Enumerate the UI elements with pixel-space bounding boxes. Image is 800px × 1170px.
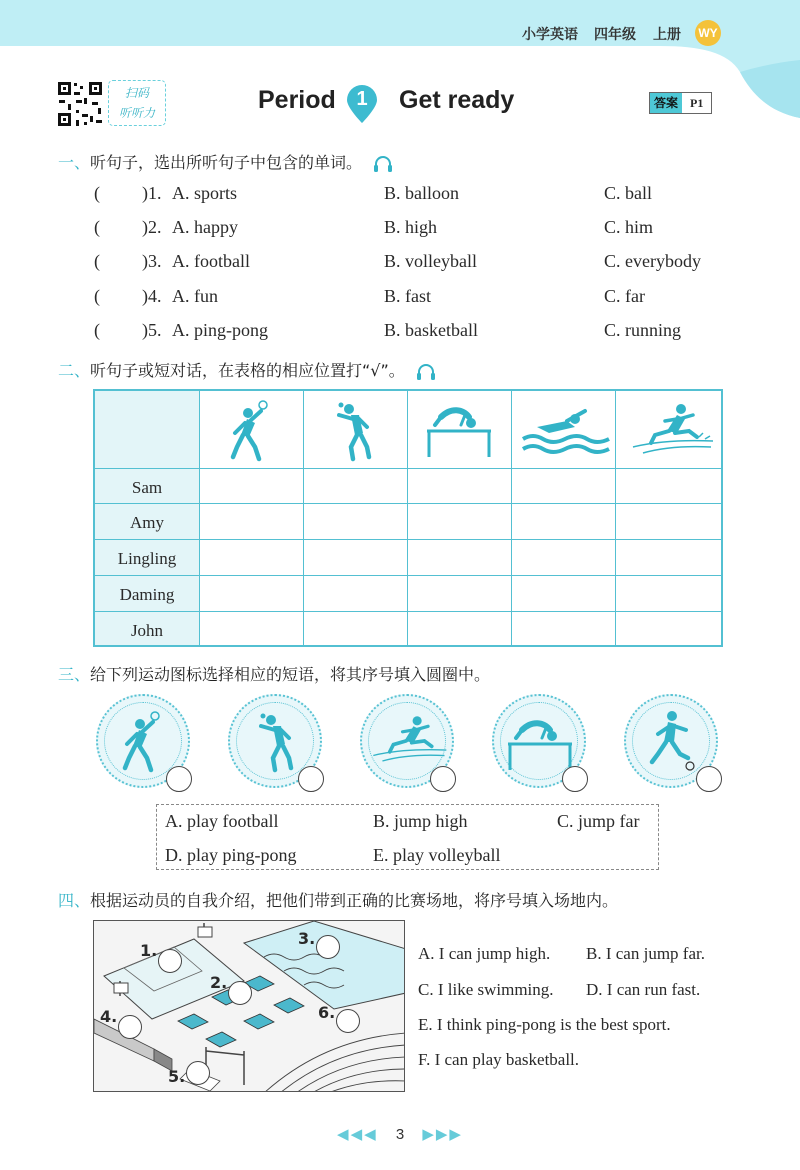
ping-pong-player-icon (331, 397, 379, 463)
answer-bracket-open[interactable]: ( (94, 183, 100, 203)
student-name: Daming (119, 585, 175, 604)
term-label: 上册 (653, 27, 681, 43)
sentence-b: B. I can jump far. (586, 944, 705, 963)
answer-page: P1 (682, 93, 711, 113)
question-row (94, 251, 734, 277)
sports-ground-illustration (93, 920, 405, 1092)
option-b: B. fast (384, 286, 431, 306)
answer-circle[interactable] (298, 766, 324, 792)
option-a: A. ping-pong (172, 320, 268, 340)
listening-table (93, 389, 723, 647)
section4-heading (58, 888, 618, 911)
prev-arrows: ◀◀◀ (337, 1126, 378, 1143)
sentence-e: E. I think ping-pong is the best sport. (418, 1015, 671, 1034)
venue-answer-circle[interactable] (316, 935, 340, 959)
grid-line (95, 503, 721, 504)
answer-bracket-open[interactable]: ( (94, 251, 100, 271)
question-row (94, 320, 734, 346)
venue-answer-circle[interactable] (336, 1009, 360, 1033)
venue-label: 1. (140, 941, 158, 960)
question-row (94, 217, 734, 243)
edition-badge: WY (695, 20, 721, 46)
option-d: D. play ping-pong (165, 845, 297, 865)
question-number: )3. (142, 251, 162, 271)
ping-pong-player-icon (252, 708, 302, 774)
scan-hint-line2: 听听力 (118, 106, 155, 120)
question-number: )1. (142, 183, 162, 203)
scan-hint-line1: 扫码 (124, 86, 149, 100)
venue-label: 2. (210, 973, 228, 992)
section3-instruction: 给下列运动图标选择相应的短语，将其序号填入圆圈中。 (90, 665, 491, 684)
grid-line (303, 391, 304, 645)
venue-label: 3. (298, 929, 316, 948)
period-number: 1 (356, 88, 368, 110)
venue-answer-circle[interactable] (228, 981, 252, 1005)
option-b: B. jump high (373, 811, 468, 831)
long-jump-icon (366, 712, 450, 768)
answer-circle[interactable] (696, 766, 722, 792)
grid-line (95, 575, 721, 576)
section1-heading (58, 150, 393, 173)
answer-reference (649, 92, 712, 114)
headphone-icon[interactable] (373, 155, 393, 173)
answer-bracket-open[interactable]: ( (94, 320, 100, 340)
student-name: Lingling (117, 549, 177, 568)
option-c: C. far (604, 286, 645, 306)
option-a: A. football (172, 251, 250, 271)
student-name: Amy (130, 513, 164, 532)
option-b: B. volleyball (384, 251, 477, 271)
option-c: C. him (604, 217, 654, 237)
venue-answer-circle[interactable] (186, 1061, 210, 1085)
headphone-icon[interactable] (416, 363, 436, 381)
option-c: C. everybody (604, 251, 701, 271)
section2-number: 二、 (58, 361, 91, 380)
option-a: A. happy (172, 217, 238, 237)
option-b: B. balloon (384, 183, 459, 203)
answer-label: 答案 (650, 93, 682, 113)
question-number: )5. (142, 320, 162, 340)
period-word: Period (258, 86, 336, 114)
venue-label: 4. (100, 1007, 118, 1026)
question-number: )4. (142, 286, 162, 306)
grid-line (511, 391, 512, 645)
question-row (94, 183, 734, 209)
section1-number: 一、 (58, 153, 91, 172)
section3-heading (58, 662, 490, 685)
answer-circle[interactable] (166, 766, 192, 792)
venue-answer-circle[interactable] (158, 949, 182, 973)
option-c: C. running (604, 320, 682, 340)
grid-line (95, 468, 721, 469)
series-label: 小学英语 (522, 27, 578, 43)
grid-line (199, 391, 200, 645)
option-a: A. play football (165, 811, 279, 831)
grid-line (95, 539, 721, 540)
option-c: C. jump far (557, 811, 640, 831)
venue-answer-circle[interactable] (118, 1015, 142, 1039)
venue-label: 6. (318, 1003, 336, 1022)
answer-circle[interactable] (430, 766, 456, 792)
grid-line (407, 391, 408, 645)
phrase-options-box (156, 804, 659, 870)
option-b: B. basketball (384, 320, 478, 340)
volleyball-player-icon (227, 397, 275, 463)
volleyball-player-icon (118, 708, 168, 774)
lesson-title: Get ready (399, 86, 515, 114)
option-e: E. play volleyball (373, 845, 501, 865)
grid-line (615, 391, 616, 645)
option-a: A. fun (172, 286, 218, 306)
scan-hint (108, 80, 166, 126)
football-player-icon (646, 708, 698, 774)
section1-instruction: 听句子，选出所听句子中包含的单词。 (90, 153, 363, 172)
section4-number: 四、 (58, 891, 91, 910)
grade-label: 四年级 (594, 27, 636, 43)
sentence-f: F. I can play basketball. (418, 1050, 580, 1069)
grid-line (95, 611, 721, 612)
page-footer (0, 1125, 800, 1143)
sentence-c: C. I like swimming. (418, 980, 554, 999)
question-number: )2. (142, 217, 162, 237)
section3-number: 三、 (58, 665, 91, 684)
long-jump-icon (625, 401, 717, 459)
option-b: B. high (384, 217, 438, 237)
option-a: A. sports (172, 183, 238, 203)
high-jump-icon (421, 401, 497, 459)
sentence-d: D. I can run fast. (586, 980, 701, 999)
page-number: 3 (395, 1126, 405, 1143)
swimmer-icon (519, 405, 611, 455)
section4-instruction: 根据运动员的自我介绍，把他们带到正确的比赛场地，将序号填入场地内。 (90, 891, 619, 910)
student-name: Sam (131, 478, 163, 497)
venue-label: 5. (168, 1067, 186, 1086)
question-row (94, 286, 734, 312)
answer-circle[interactable] (562, 766, 588, 792)
answer-bracket-open[interactable]: ( (94, 286, 100, 306)
section2-heading (58, 358, 436, 381)
option-c: C. ball (604, 183, 652, 203)
section2-instruction: 听句子或短对话，在表格的相应位置打“√”。 (90, 361, 405, 380)
sentence-a: A. I can jump high. (418, 944, 551, 963)
high-jump-icon (502, 714, 578, 772)
student-name: John (130, 621, 164, 640)
next-arrows: ▶▶▶ (422, 1126, 463, 1143)
qr-code-icon[interactable] (56, 80, 104, 128)
answer-bracket-open[interactable]: ( (94, 217, 100, 237)
